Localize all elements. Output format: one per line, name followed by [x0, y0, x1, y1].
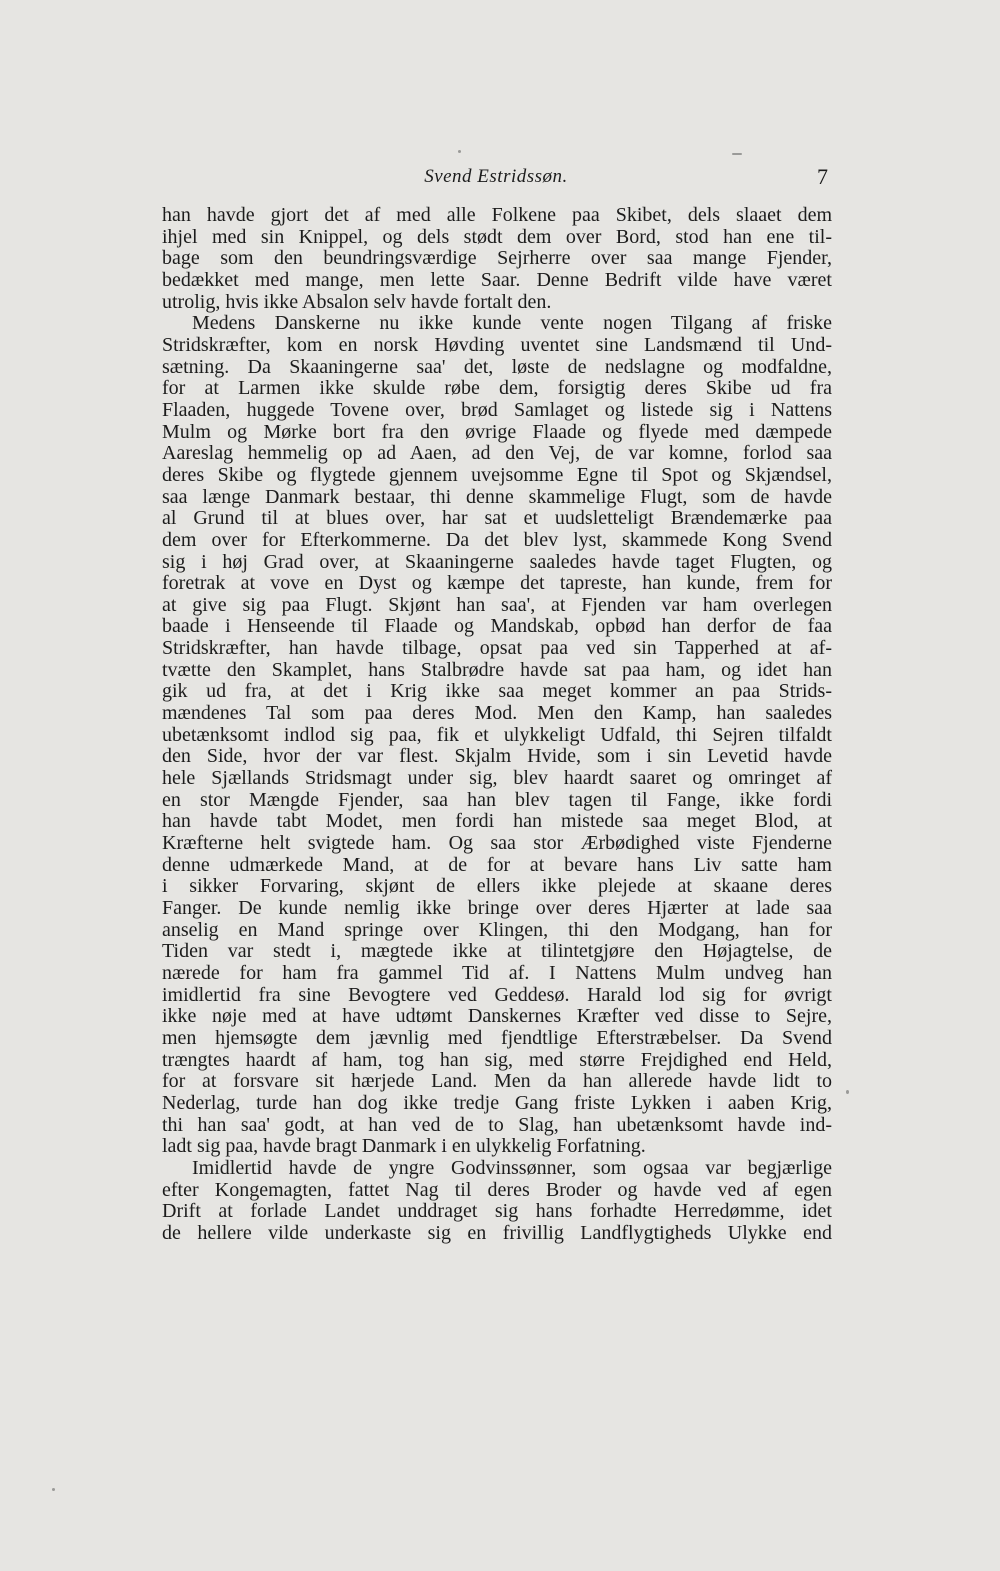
- text-line: thi han saa' godt, at han ved de to Slag, han ubetænksomt havde ind-: [162, 1113, 832, 1136]
- text-line: efter Kongemagten, fattet Nag til deres Broder og havde ved af egen: [162, 1178, 832, 1201]
- text-line: Stridskræfter, han havde tilbage, opsat paa ved sin Tapperhed at af-: [162, 637, 832, 660]
- text-line: saa længe Danmark bestaar, thi denne skammelige Flugt, som de havde: [162, 485, 832, 508]
- paper-speck: [846, 1090, 849, 1094]
- body-text: [162, 205, 832, 1245]
- text-line: men hjemsøgte dem jævnlig med fjendtlige Efterstræbelser. Da Svend: [162, 1026, 832, 1049]
- paper-speck: [458, 150, 461, 153]
- text-line: Imidlertid havde de yngre Godvinssønner, som ogsaa var begjærlige: [192, 1156, 832, 1179]
- text-line: utrolig, hvis ikke Absalon selv havde fortalt den.: [162, 290, 552, 313]
- running-title: Svend Estridssøn.: [424, 166, 568, 187]
- text-line: at give sig paa Flugt. Skjønt han saa', at Fjenden var ham overlegen: [162, 593, 832, 616]
- text-line: ikke nøje med at have udtømt Danskernes Kræfter ved disse to Sejre,: [162, 1005, 832, 1028]
- text-line: de hellere vilde underkaste sig en frivillig Landflygtigheds Ulykke end: [162, 1221, 832, 1244]
- text-line: bage som den beundringsværdige Sejrherre over saa mange Fjender,: [162, 247, 832, 270]
- text-line: anselig en Mand springe over Klingen, thi den Modgang, han for: [162, 918, 832, 941]
- text-line: han havde tabt Modet, men fordi han mistede saa meget Blod, at: [162, 810, 832, 833]
- text-line: nærede for ham fra gammel Tid af. I Nattens Mulm undveg han: [162, 961, 832, 984]
- text-line: sig i høj Grad over, at Skaaningerne saaledes havde taget Flugten, og: [162, 550, 832, 573]
- text-line: Stridskræfter, kom en norsk Høvding uventet sine Landsmænd til Und-: [162, 333, 832, 356]
- text-line: tvætte den Skamplet, hans Stalbrødre havde sat paa ham, og idet han: [162, 658, 832, 681]
- text-line: en stor Mængde Fjender, saa han blev tagen til Fange, ikke fordi: [162, 788, 832, 811]
- text-line: Medens Danskerne nu ikke kunde vente nogen Tilgang af friske: [192, 312, 832, 335]
- text-line: deres Skibe og flygtede gjennem uvejsomme Egne til Spot og Skjændsel,: [162, 463, 832, 486]
- text-line: Tiden var stedt i, mægtede ikke at tilintetgjøre den Højagtelse, de: [162, 940, 832, 963]
- text-line: dem over for Efterkommerne. Da det blev lyst, skammede Kong Svend: [162, 528, 832, 551]
- text-line: for at forsvare sit hærjede Land. Men da han allerede havde lidt to: [162, 1070, 832, 1093]
- text-line: hele Sjællands Stridsmagt under sig, blev haardt saaret og omringet af: [162, 767, 832, 790]
- paper-speck: [732, 153, 742, 155]
- text-line: mændenes Tal som paa deres Mod. Men den Kamp, han saaledes: [162, 702, 832, 725]
- text-line: Kræfterne helt svigtede ham. Og saa stor Ærbødighed viste Fjenderne: [162, 832, 832, 855]
- text-line: Drift at forlade Landet unddraget sig hans forhadte Herredømme, idet: [162, 1200, 832, 1223]
- text-line: Mulm og Mørke bort fra den øvrige Flaade og flyede med dæmpede: [162, 420, 832, 443]
- text-line: al Grund til at blues over, har sat et uudsletteligt Brændemærke paa: [162, 507, 832, 530]
- text-line: gik ud fra, at det i Krig ikke saa meget kommer an paa Strids-: [162, 680, 832, 703]
- running-head: [162, 166, 830, 194]
- text-line: Nederlag, turde han dog ikke tredje Gang friste Lykken i aaben Krig,: [162, 1091, 832, 1114]
- text-line: den Side, hvor der var flest. Skjalm Hvide, som i sin Levetid havde: [162, 745, 832, 768]
- text-line: ubetænksomt indlod sig paa, fik et ulykkeligt Udfald, thi Sejren tilfaldt: [162, 723, 832, 746]
- text-line: trængtes haardt af ham, tog han sig, med større Frejdighed end Held,: [162, 1048, 832, 1071]
- text-line: i sikker Forvaring, skjønt de ellers ikke plejede at skaane deres: [162, 875, 832, 898]
- text-line: ihjel med sin Knippel, og dels stødt dem over Bord, stod han ene til-: [162, 225, 832, 248]
- text-line: Fanger. De kunde nemlig ikke bringe over deres Hjærter at lade saa: [162, 897, 832, 919]
- paper-speck: [52, 1488, 55, 1491]
- text-line: Aareslag hemmelig op ad Aaen, ad den Vej, de var komne, forlod saa: [162, 442, 832, 465]
- text-line: baade i Henseende til Flaade og Mandskab, opbød han derfor de faa: [162, 615, 832, 638]
- text-line: han havde gjort det af med alle Folkene paa Skibet, dels slaaet dem: [162, 204, 832, 226]
- text-line: denne udmærkede Mand, at de for at bevare hans Liv satte ham: [162, 853, 832, 876]
- text-line: foretrak at vove en Dyst og kæmpe det tapreste, han kunde, frem for: [162, 572, 832, 595]
- text-line: Flaaden, huggede Tovene over, brød Samlaget og listede sig i Nattens: [162, 398, 832, 421]
- text-line: sætning. Da Skaaningerne saa' det, løste de nedslagne og modfaldne,: [162, 355, 832, 378]
- text-line: bedækket med mange, men lette Saar. Denne Bedrift vilde have været: [162, 268, 832, 291]
- page-number: 7: [817, 164, 828, 189]
- text-line: ladt sig paa, havde bragt Danmark i en ulykkelig Forfatning.: [162, 1135, 646, 1158]
- text-line: for at Larmen ikke skulde røbe dem, forsigtig deres Skibe ud fra: [162, 377, 832, 400]
- text-line: imidlertid fra sine Bevogtere ved Geddesø. Harald lod sig for øvrigt: [162, 983, 832, 1006]
